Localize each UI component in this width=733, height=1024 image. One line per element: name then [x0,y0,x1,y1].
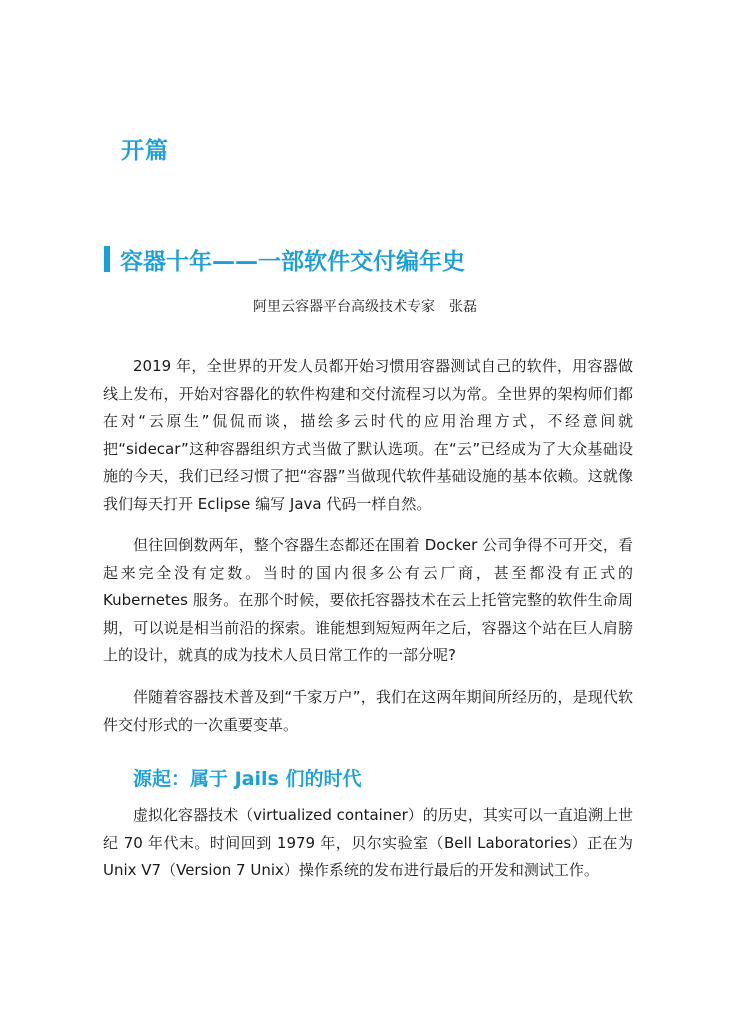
author-title: 阿里云容器平台高级技术专家 [253,299,435,315]
part-title: 开篇 [121,138,169,164]
body-paragraph [103,353,633,518]
section-title: 源起：属于 Jails 们的时代 [133,768,362,790]
chapter-heading [104,244,465,274]
body-paragraph [103,532,633,670]
paragraph-text: 伴随着容器技术普及到“千家万户”，我们在这两年期间所经历的，是现代软件交付形式的一次重要变革。 [103,688,633,734]
paragraph-text: 但往回倒数两年，整个容器生态都还在围着 Docker 公司争得不可开交，看起来完全没有定数。当时的国内很多公有云厂商，甚至都没有正式的 Kubernetes 服务。在那个时候，要依托容器技术在云上托管完整的软件生命周期，可以说是相当前沿的探索。谁能想到短短两年之后，容器这个站在巨人肩膀上的设计，就真的成为技术人员日常工作的一部分呢? [103,536,633,664]
section-paragraph [103,802,633,885]
chapter-title: 容器十年——一部软件交付编年史 [120,248,465,275]
body-paragraph [103,684,633,739]
chapter-accent-bar [104,246,110,272]
paragraph-text: 2019 年，全世界的开发人员都开始习惯用容器测试自己的软件，用容器做线上发布，开始对容器化的软件构建和交付流程习以为常。全世界的架构师们都在对“云原生”侃侃而谈，描绘多云时代的应用治理方式，不经意间就把“sidecar”这种容器组织方式当做了默认选项。在“云”已经成为了大众基础设施的今天，我们已经习惯了把“容器”当做现代软件基础设施的基本依赖。这就像我们每天打开 Eclipse 编写 Java 代码一样自然。 [103,357,633,513]
paragraph-text: 虚拟化容器技术（virtualized container）的历史，其实可以一直追溯上世纪 70 年代末。时间回到 1979 年，贝尔实验室（Bell Laboratories）正在为 Unix V7（Version 7 Unix）操作系统的发布进行最后的开发和测试工作。 [103,806,633,879]
author-line [253,296,477,316]
author-name: 张磊 [449,299,477,315]
